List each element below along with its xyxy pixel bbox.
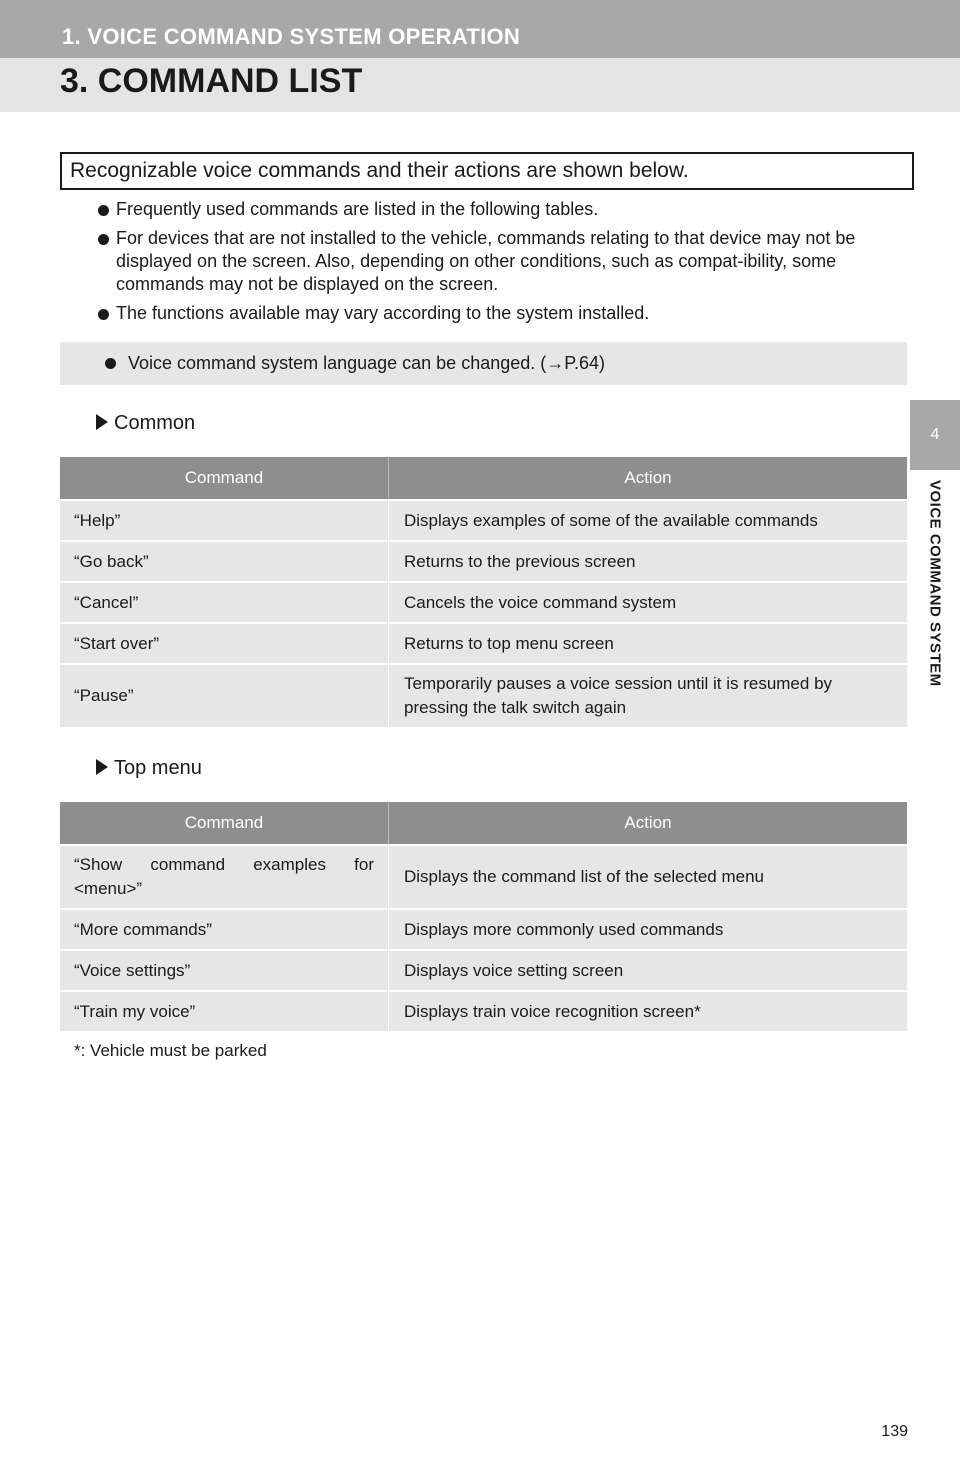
intro-box: Recognizable voice commands and their actions are shown below. [60, 152, 914, 190]
table-row [60, 949, 907, 990]
action-cell: Displays more commonly used commands [389, 908, 907, 949]
bullet-item: Frequently used commands are listed in the following tables. [72, 198, 902, 221]
table-row [60, 990, 907, 1031]
command-cell: “Show command examples for <menu>” [60, 844, 389, 908]
command-cell: “More commands” [60, 908, 389, 949]
action-cell: Displays examples of some of the available commands [389, 499, 907, 540]
column-header-command: Command [60, 802, 389, 844]
page-number: 139 [881, 1423, 908, 1440]
page-title: 3. COMMAND LIST [60, 62, 363, 100]
table-row [60, 908, 907, 949]
top-menu-heading: Top menu [96, 757, 202, 780]
note-box [60, 342, 907, 385]
table-header-row [60, 802, 907, 844]
bullet-dot-icon [98, 234, 109, 245]
bullet-dot-icon [98, 205, 109, 216]
footnote: *: Vehicle must be parked [74, 1041, 267, 1060]
bullet-dot-icon [105, 358, 116, 369]
table-header-row [60, 457, 907, 499]
command-cell: “Cancel” [60, 581, 389, 622]
action-cell: Displays train voice recognition screen* [389, 990, 907, 1031]
table-row [60, 581, 907, 622]
action-cell: Displays the command list of the selected menu [389, 844, 907, 908]
top-menu-commands-table [60, 802, 907, 1031]
triangle-right-icon [96, 414, 108, 430]
section-title: 1. VOICE COMMAND SYSTEM OPERATION [62, 24, 521, 49]
command-cell: “Start over” [60, 622, 389, 663]
column-header-command: Command [60, 457, 389, 499]
chapter-label: VOICE COMMAND SYSTEM [926, 480, 944, 687]
action-cell: Displays voice setting screen [389, 949, 907, 990]
common-commands-table [60, 457, 907, 727]
column-header-action: Action [389, 457, 907, 499]
chapter-number: 4 [910, 400, 960, 470]
table-row [60, 499, 907, 540]
bullet-item: The functions available may vary according to the system installed. [72, 302, 902, 325]
command-cell: “Go back” [60, 540, 389, 581]
bullet-list [72, 198, 902, 331]
table-row [60, 622, 907, 663]
action-cell: Returns to the previous screen [389, 540, 907, 581]
action-cell: Cancels the voice command system [389, 581, 907, 622]
column-header-action: Action [389, 802, 907, 844]
action-cell: Returns to top menu screen [389, 622, 907, 663]
bullet-dot-icon [98, 309, 109, 320]
bullet-item: For devices that are not installed to the vehicle, commands relating to that device may not be displayed on the screen. Also, depending on other conditions, such as compat-ibility, some commands may not be displayed on the screen. [72, 227, 902, 296]
triangle-right-icon [96, 759, 108, 775]
chapter-side-tab [910, 0, 960, 1484]
table-row [60, 663, 907, 727]
table-row [60, 844, 907, 908]
command-cell: “Help” [60, 499, 389, 540]
command-cell: “Pause” [60, 663, 389, 727]
note-text: Voice command system language can be changed. (→P.64) [128, 353, 605, 373]
action-cell: Temporarily pauses a voice session until it is resumed by pressing the talk switch again [389, 663, 907, 727]
command-cell: “Voice settings” [60, 949, 389, 990]
common-heading: Common [96, 412, 195, 435]
command-cell: “Train my voice” [60, 990, 389, 1031]
table-row [60, 540, 907, 581]
